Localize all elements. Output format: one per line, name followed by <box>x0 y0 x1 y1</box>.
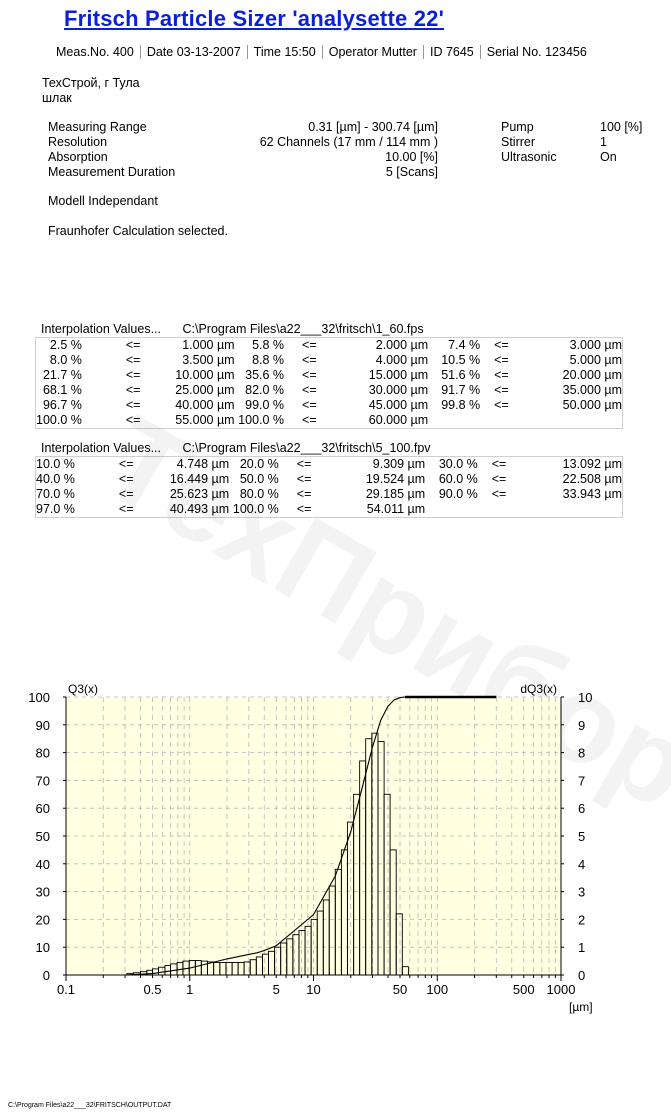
y-tick-label-left: 30 <box>35 884 50 900</box>
report-title: Fritsch Particle Sizer 'analysette 22' <box>64 6 445 31</box>
table-row <box>36 368 622 383</box>
table-cell <box>478 502 521 517</box>
y-tick-label-right: 9 <box>578 717 586 733</box>
serial-no: Serial No. 123456 <box>486 45 587 59</box>
table-cell: 99.0 % <box>245 398 285 412</box>
table-cell: 30.000 µm <box>368 383 429 397</box>
table-cell: 8.0 % <box>49 353 82 367</box>
sample-id: ID 7645 <box>424 45 481 59</box>
table-cell: 2.5 % <box>49 338 82 352</box>
stirrer-label: Stirrer <box>501 135 536 149</box>
duration-label: Measurement Duration <box>48 165 176 179</box>
absorption-value: 10.00 [%] <box>385 150 438 164</box>
y-tick-label-right: 5 <box>578 829 586 844</box>
operator: Operator Mutter <box>323 45 424 59</box>
table-cell: 55.000 µm <box>175 413 235 427</box>
table-cell: 1.000 µm <box>182 338 235 352</box>
table-cell: 10.0 % <box>36 457 75 471</box>
table-cell: 20.000 µm <box>562 368 622 382</box>
y-tick-label-left: 80 <box>35 745 50 761</box>
table-cell: <= <box>296 502 312 516</box>
pump-value: 100 [%] <box>600 120 643 134</box>
table-cell: 10.5 % <box>441 353 481 367</box>
interp2-label: Interpolation Values... <box>41 441 161 455</box>
meas-date: Date 03-13-2007 <box>141 45 248 59</box>
table-cell: 25.623 µm <box>169 487 230 501</box>
table-cell: 19.524 µm <box>365 472 426 486</box>
table-row <box>36 338 622 353</box>
y-tick-label-left: 0 <box>42 968 50 983</box>
table-cell: 51.6 % <box>441 368 481 382</box>
table-cell: <= <box>118 487 134 501</box>
table-row <box>36 413 622 428</box>
table-cell: <= <box>494 398 509 412</box>
x-tick-label: 1000 <box>546 982 576 997</box>
table-cell <box>522 413 622 428</box>
table-cell: 45.000 µm <box>368 398 429 412</box>
measuring-range-value: 0.31 [µm] - 300.74 [µm] <box>308 120 438 134</box>
table-cell: <= <box>494 338 509 352</box>
table-cell: <= <box>125 413 141 427</box>
y-tick-label-right: 10 <box>578 690 593 705</box>
y-tick-label-left: 50 <box>35 829 50 844</box>
table-cell <box>480 413 522 428</box>
stirrer-value: 1 <box>600 135 607 149</box>
ultrasonic-label: Ultrasonic <box>501 150 557 164</box>
table-cell: 90.0 % <box>438 487 478 501</box>
table-cell: <= <box>296 472 312 486</box>
table-row <box>36 398 622 413</box>
interp1-table <box>35 337 623 429</box>
table-cell: <= <box>494 353 509 367</box>
table-cell: 29.185 µm <box>365 487 426 501</box>
device-values <box>600 120 642 165</box>
resolution-label: Resolution <box>48 135 108 149</box>
y-tick-label-right: 3 <box>578 884 586 900</box>
table-cell: 70.0 % <box>36 487 75 501</box>
x-tick-label: 5 <box>272 982 280 997</box>
interp1-path: C:\Program Files\a22___32\fritsch\1_60.fps <box>182 322 424 336</box>
y-tick-label-left: 100 <box>28 690 50 705</box>
y-tick-label-left: 60 <box>35 801 50 817</box>
param-labels <box>48 120 175 180</box>
table-cell: 30.0 % <box>438 457 478 471</box>
table-cell: <= <box>302 383 317 397</box>
table-cell: 4.748 µm <box>176 457 230 471</box>
table-cell: 50.0 % <box>239 472 279 486</box>
resolution-value: 62 Channels (17 mm / 114 mm ) <box>259 135 438 149</box>
table-cell: <= <box>491 472 507 486</box>
y-tick-label-left: 90 <box>35 717 50 733</box>
table-cell: 35.000 µm <box>562 383 622 397</box>
measuring-range-label: Measuring Range <box>48 120 147 134</box>
ultrasonic-value: On <box>600 150 617 164</box>
y-tick-label-left: 70 <box>35 773 50 789</box>
table-cell: 60.0 % <box>438 472 478 486</box>
table-cell: 16.449 µm <box>169 472 230 486</box>
meas-no: Meas.No. 400 <box>56 45 141 59</box>
sample-material: шлак <box>42 91 72 105</box>
table-cell: 15.000 µm <box>368 368 429 382</box>
y-tick-label-right: 8 <box>578 745 586 761</box>
duration-value: 5 [Scans] <box>385 165 438 179</box>
table-cell: 96.7 % <box>42 398 82 412</box>
x-axis-label: [µm] <box>569 1000 593 1014</box>
x-tick-label: 500 <box>512 982 535 997</box>
table-cell: 3.000 µm <box>569 338 622 352</box>
interp1-label: Interpolation Values... <box>41 322 161 336</box>
x-tick-label: 10 <box>306 982 321 997</box>
table-row <box>36 383 622 398</box>
table-cell: <= <box>125 383 141 397</box>
table-cell: 21.7 % <box>42 368 82 382</box>
table-cell: 100.0 % <box>36 413 82 427</box>
y-tick-label-left: 10 <box>35 940 50 956</box>
table-cell: 50.000 µm <box>562 398 622 412</box>
table-cell: 5.000 µm <box>569 353 622 367</box>
table-cell: <= <box>125 353 141 367</box>
table-cell: 40.493 µm <box>169 502 230 516</box>
company-name: ТехСтрой, г Тула <box>42 76 140 90</box>
table-cell: 7.4 % <box>448 338 481 352</box>
x-tick-label: 1 <box>186 982 194 997</box>
table-cell: <= <box>125 338 141 352</box>
table-cell: 33.943 µm <box>562 487 622 501</box>
interp1-header <box>41 322 424 336</box>
table-cell: <= <box>491 487 507 501</box>
y-tick-label-right: 4 <box>578 856 586 872</box>
table-cell: 13.092 µm <box>562 457 622 471</box>
table-cell: <= <box>296 487 312 501</box>
table-cell: 100.0 % <box>238 413 285 427</box>
output-file-path: C:\Program Files\a22___32\FRITSCH\OUTPUT.DAT <box>8 1102 172 1109</box>
table-cell: 9.309 µm <box>372 457 426 471</box>
table-cell: <= <box>296 457 312 471</box>
model-note: Modell Independant <box>48 194 158 208</box>
table-cell: <= <box>302 353 317 367</box>
table-cell: 82.0 % <box>245 383 285 397</box>
y-tick-label-right: 2 <box>578 912 586 928</box>
x-tick-label: 0.1 <box>56 982 76 997</box>
table-cell: 54.011 µm <box>366 502 426 516</box>
table-cell: <= <box>302 338 317 352</box>
table-cell: 80.0 % <box>239 487 279 501</box>
table-cell: 22.508 µm <box>562 472 622 486</box>
table-cell <box>520 502 622 517</box>
table-cell: 2.000 µm <box>375 338 429 352</box>
device-labels <box>501 120 557 165</box>
x-tick-label: 0.5 <box>143 982 162 997</box>
table-cell: <= <box>494 368 509 382</box>
table-cell: <= <box>491 457 507 471</box>
table-cell: 25.000 µm <box>175 383 235 397</box>
table-cell: 40.000 µm <box>175 398 235 412</box>
table-cell: 40.0 % <box>36 472 75 486</box>
pump-label: Pump <box>501 120 534 134</box>
table-cell: <= <box>118 502 134 516</box>
calculation-note: Fraunhofer Calculation selected. <box>48 224 228 238</box>
table-cell: 60.000 µm <box>368 413 429 427</box>
y-tick-label-right: 0 <box>578 968 586 983</box>
y-axis-label-right: dQ3(x) <box>520 682 557 696</box>
table-cell: 3.500 µm <box>182 353 235 367</box>
table-cell: <= <box>302 413 317 427</box>
table-cell: 35.6 % <box>245 368 285 382</box>
y-tick-label-left: 20 <box>35 912 50 928</box>
table-cell: <= <box>494 383 509 397</box>
table-cell <box>425 502 478 517</box>
table-cell: <= <box>125 398 141 412</box>
table-cell: 91.7 % <box>441 383 481 397</box>
y-tick-label-right: 7 <box>578 773 586 789</box>
table-cell: 10.000 µm <box>175 368 235 382</box>
measurement-meta <box>56 45 593 59</box>
table-cell: 8.8 % <box>252 353 285 367</box>
table-cell: <= <box>302 368 317 382</box>
y-tick-label-right: 1 <box>578 940 586 956</box>
interp2-path: C:\Program Files\a22___32\fritsch\5_100.fpv <box>182 441 431 455</box>
table-row <box>36 353 622 368</box>
table-cell: 99.8 % <box>441 398 481 412</box>
table-cell: 68.1 % <box>42 383 82 397</box>
table-cell: 4.000 µm <box>375 353 429 367</box>
table-cell: 97.0 % <box>36 502 75 516</box>
table-cell: <= <box>118 472 134 486</box>
x-tick-label: 50 <box>392 982 408 997</box>
meas-time: Time 15:50 <box>248 45 323 59</box>
y-axis-label-left: Q3(x) <box>68 682 98 696</box>
x-tick-label: 100 <box>426 982 449 997</box>
table-cell: 20.0 % <box>239 457 279 471</box>
table-cell: <= <box>302 398 317 412</box>
customer-info <box>42 76 140 106</box>
y-tick-label-right: 6 <box>578 801 586 817</box>
table-cell <box>428 413 480 428</box>
particle-size-chart <box>0 670 671 1030</box>
param-values <box>210 120 438 180</box>
absorption-label: Absorption <box>48 150 108 164</box>
y-tick-label-left: 40 <box>35 856 50 872</box>
table-cell: <= <box>118 457 134 471</box>
table-cell: 100.0 % <box>232 502 279 516</box>
table-cell: <= <box>125 368 141 382</box>
table-cell: 5.8 % <box>252 338 285 352</box>
